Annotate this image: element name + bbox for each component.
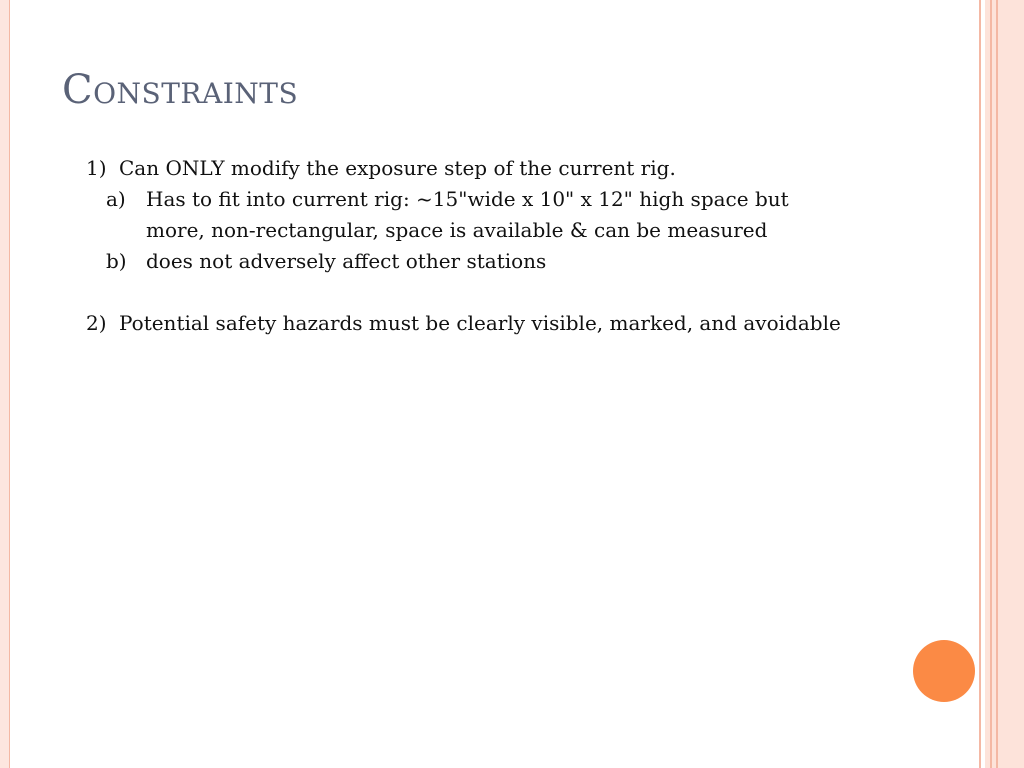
list-item bbox=[86, 153, 886, 184]
list-item-number: 2) bbox=[86, 311, 107, 335]
sub-list bbox=[106, 184, 886, 277]
list-item-text: Potential safety hazards must be clearly visible, marked, and avoidable bbox=[119, 311, 841, 335]
list-item-text: Can ONLY modify the exposure step of the current rig. bbox=[119, 156, 676, 180]
sub-list-item bbox=[106, 184, 886, 246]
list-item bbox=[86, 308, 886, 339]
sub-list-item-letter: a) bbox=[106, 187, 126, 211]
left-decorative-border bbox=[0, 0, 10, 768]
slide-title: Constraints bbox=[62, 67, 299, 113]
sub-list-item bbox=[106, 246, 886, 277]
slide-body bbox=[86, 153, 886, 339]
sub-list-item-text: Has to fit into current rig: ~15"wide x 10" x 12" high space but more, non-rectangular, space is available & can be measured bbox=[146, 187, 789, 242]
list-item-number: 1) bbox=[86, 156, 107, 180]
sub-list-item-text: does not adversely affect other stations bbox=[146, 249, 547, 273]
right-decorative-stripes bbox=[976, 0, 1024, 768]
sub-list-item-letter: b) bbox=[106, 249, 127, 273]
list-spacer bbox=[86, 277, 886, 308]
accent-circle bbox=[913, 640, 975, 702]
